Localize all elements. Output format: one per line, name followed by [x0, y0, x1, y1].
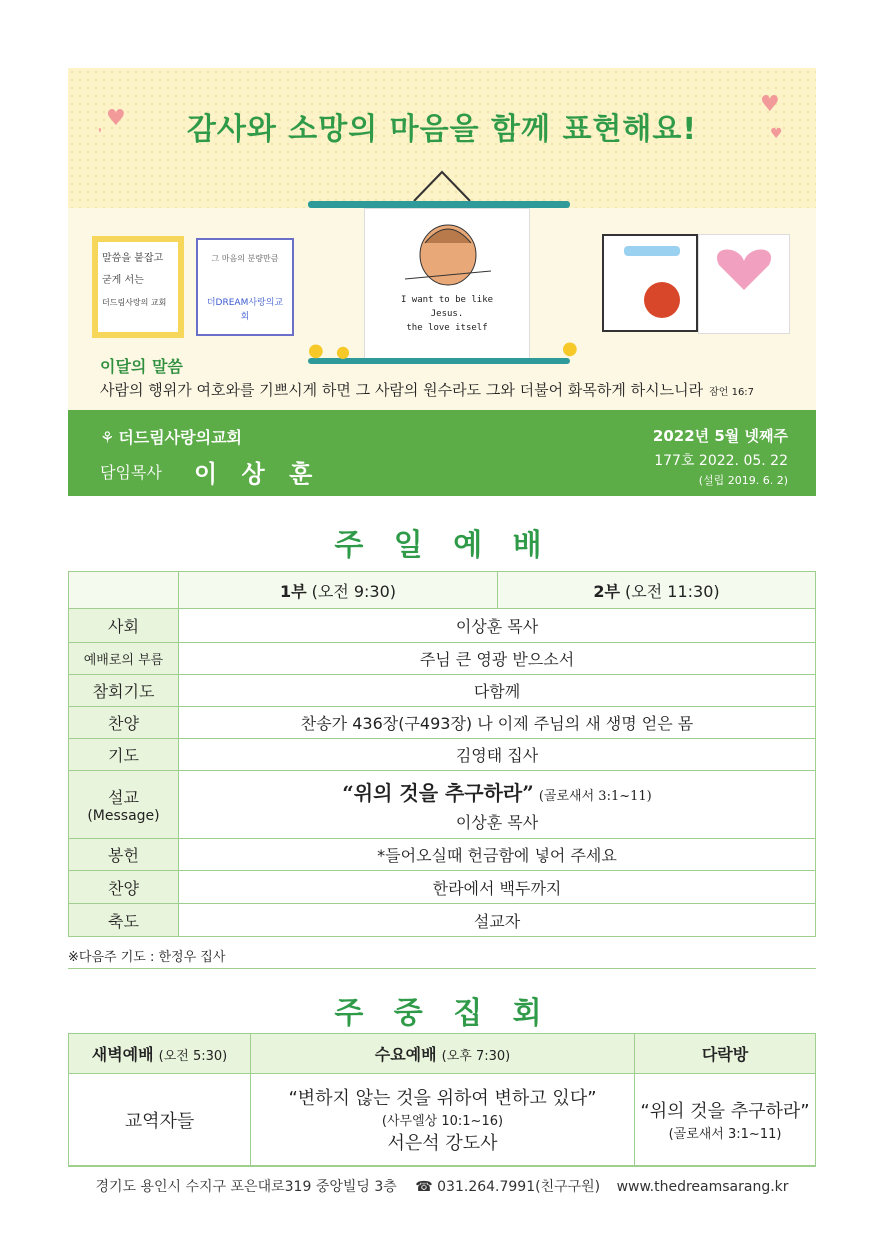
table-row: [69, 675, 816, 707]
jesus-face-icon: [365, 209, 531, 289]
dawn-leader: 교역자들: [69, 1074, 251, 1166]
cell-group-cell: [635, 1074, 816, 1166]
card1-line: 말씀을 붙잡고: [102, 253, 164, 264]
poster-line: Jesus.: [430, 309, 464, 319]
footer-address: 경기도 용인시 수지구 포은대로319 중앙빌딩 3층: [95, 1179, 397, 1195]
divider: [68, 1166, 816, 1167]
handwritten-card-3: [602, 234, 698, 332]
wednesday-sermon-reference: (사무엘상 10:1~16): [381, 1114, 504, 1129]
weekday-meetings-table: [68, 1033, 816, 1166]
hanger-rod: [308, 201, 570, 208]
divider: [68, 968, 816, 969]
sunday-worship-table: [68, 571, 816, 937]
row-value: 이상훈 목사: [179, 609, 816, 643]
church-header-bar: [68, 410, 816, 496]
row-label: 예배로의 부름: [69, 643, 179, 675]
cell-group-reference: (골로새서 3:1~11): [668, 1127, 782, 1142]
table-row: [69, 871, 816, 904]
footer-phone: 031.264.7991(친구구원): [437, 1179, 601, 1195]
tree-drawing-icon: [604, 236, 696, 330]
dawn-header: [69, 1034, 251, 1074]
chick-icon: ●: [562, 338, 578, 359]
pastor-label: 담임목사: [100, 463, 162, 482]
sermon-row: [69, 771, 816, 839]
chick-icon: ●: [308, 340, 324, 361]
poster-line: the love itself: [406, 323, 488, 333]
footer: [68, 1176, 816, 1196]
table-row: [69, 643, 816, 675]
verse-title: 이달의 말씀: [100, 357, 183, 376]
sermon-label-cell: [69, 771, 179, 839]
service-1-label: 1부: [279, 581, 307, 601]
sermon-cell: [179, 771, 816, 839]
wednesday-label: 수요예배: [374, 1045, 437, 1064]
card2-line: 그 마음의 분량만큼: [211, 254, 279, 263]
heart-icon: ♥: [106, 106, 126, 131]
verse-reference: 잠언 16:7: [709, 387, 755, 398]
weekday-meetings-title: 주 중 집 회: [334, 996, 552, 1031]
row-value: 김영태 집사: [179, 739, 816, 771]
table-row: [69, 839, 816, 871]
sparkle-icon: ❜: [98, 126, 102, 140]
phone-icon: ☎: [415, 1179, 433, 1195]
table-row: [69, 1074, 816, 1166]
dawn-label: 새벽예배: [91, 1045, 154, 1064]
pastor-name: 이 상 훈: [194, 460, 321, 488]
wednesday-time: (오후 7:30): [441, 1049, 511, 1064]
heart-icon: ♥: [770, 126, 783, 142]
wednesday-cell: [251, 1074, 635, 1166]
chick-icon: ●: [336, 342, 350, 361]
row-value: 찬송가 436장(구493장) 나 이제 주님의 새 생명 얻은 몸: [179, 707, 816, 739]
handwritten-card-1: [92, 236, 184, 338]
church-name: 더드림사랑의교회: [118, 428, 242, 447]
service-2-header: [498, 572, 816, 609]
handwritten-card-2: [196, 238, 294, 336]
table-row: [69, 739, 816, 771]
week-label: 2022년 5월 넷째주: [652, 427, 788, 445]
service-1-time: (오전 9:30): [311, 581, 397, 601]
row-label: 봉헌: [69, 839, 179, 871]
row-value: *들어오실때 헌금함에 넣어 주세요: [179, 839, 816, 871]
row-label: 찬양: [69, 707, 179, 739]
service-2-time: (오전 11:30): [625, 581, 720, 601]
sunday-worship-title: 주 일 예 배: [334, 528, 552, 563]
cell-group-header: [635, 1034, 816, 1074]
cell-group-label: 다락방: [701, 1045, 749, 1064]
banner: [68, 68, 816, 410]
sermon-title: “위의 것을 추구하라”: [342, 780, 534, 805]
row-value: 주님 큰 영광 받으소서: [179, 643, 816, 675]
verse-body: 사람의 행위가 여호와를 기쁘시게 하면 그 사람의 원수라도 그와 더불어 화목하게 하시느니라: [100, 381, 704, 399]
heart-icon: ♥: [760, 92, 780, 117]
handwritten-card-4: [698, 234, 790, 334]
card2-line: 더DREAM사랑의교회: [206, 298, 284, 322]
sermon-label: 설교: [108, 788, 139, 807]
next-week-prayer-note: ※다음주 기도 : 한정우 집사: [68, 950, 226, 965]
cell-group-title: “위의 것을 추구하라”: [640, 1101, 810, 1122]
dawn-time: (오전 5:30): [158, 1049, 228, 1064]
row-label: 축도: [69, 904, 179, 937]
row-label: 기도: [69, 739, 179, 771]
sermon-reference: (골로새서 3:1~11): [538, 788, 652, 804]
row-value: 다함께: [179, 675, 816, 707]
banner-headline: 감사와 소망의 마음을 함께 표현해요!: [186, 112, 698, 147]
issue-date: 177호 2022. 05. 22: [654, 453, 788, 469]
row-value: 한라에서 백두까지: [179, 871, 816, 904]
wednesday-preacher: 서은석 강도사: [387, 1133, 498, 1154]
jesus-drawing-poster: [364, 208, 530, 360]
verse-text: [100, 379, 754, 400]
heart-drawing-icon: [699, 235, 789, 333]
table-row: [69, 707, 816, 739]
hanger-string-icon: [68, 68, 816, 218]
card1-line: 더드림사랑의 교회: [102, 298, 167, 307]
wednesday-sermon-title: “변하지 않는 것을 위하여 변하고 있다”: [288, 1088, 597, 1109]
founded-date: (설립 2019. 6. 2): [698, 474, 788, 487]
row-label: 사회: [69, 609, 179, 643]
church-logo-name: [100, 425, 242, 448]
poster-line: I want to be like: [400, 295, 494, 305]
sermon-preacher: 이상훈 목사: [455, 812, 539, 832]
footer-website[interactable]: www.thedreamsarang.kr: [616, 1179, 789, 1195]
table-row: [69, 609, 816, 643]
service-1-header: [179, 572, 498, 609]
table-corner: [69, 572, 179, 609]
service-2-label: 2부: [593, 581, 620, 601]
card1-line: 굳게 서는: [102, 275, 144, 286]
row-label: 참회기도: [69, 675, 179, 707]
row-value: 설교자: [179, 904, 816, 937]
wednesday-header: [251, 1034, 635, 1074]
church-logo-icon: ⚘: [100, 428, 115, 447]
table-row: [69, 904, 816, 937]
sermon-label-en: (Message): [87, 808, 160, 824]
row-label: 찬양: [69, 871, 179, 904]
